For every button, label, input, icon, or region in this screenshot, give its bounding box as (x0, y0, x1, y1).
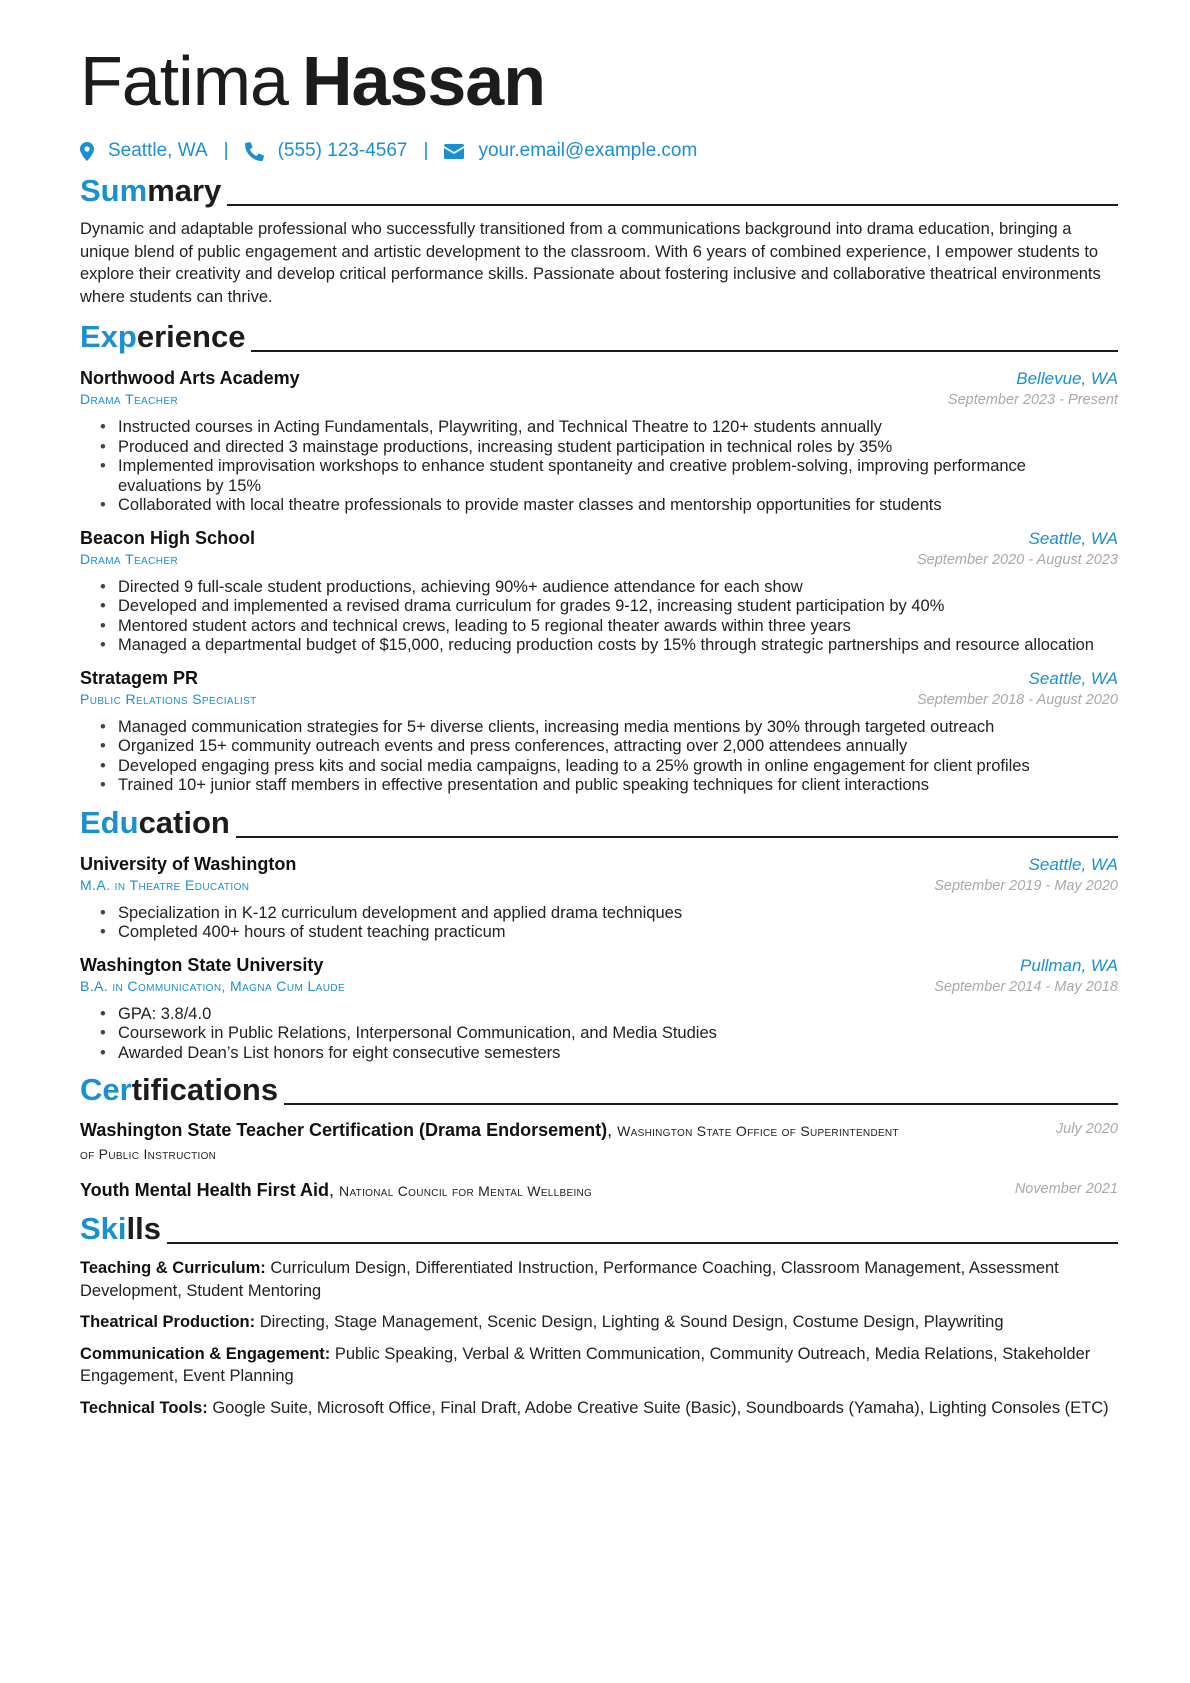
entry-location: Pullman, WA (1020, 955, 1118, 975)
phone-text: (555) 123-4567 (277, 140, 408, 161)
certification-issuer: National Council for Mental Wellbeing (339, 1183, 593, 1199)
date-range: September 2023 - Present (947, 392, 1118, 408)
bullet-item: • Mentored student actors and technical crews, leading to 5 regional theater awards within three years (100, 617, 1118, 637)
phone-icon (245, 142, 264, 161)
bullet-item: • Managed a departmental budget of $15,000, reducing production costs by 15% through strategic partnerships and resource allocation (100, 636, 1118, 656)
degree: B.A. in Communication, Magna Cum Laude (80, 977, 346, 994)
date-range: September 2019 - May 2020 (934, 877, 1118, 894)
education-entry (80, 854, 1118, 943)
education-heading-accent: Edu (80, 804, 139, 840)
contact-separator: | (423, 140, 429, 161)
summary-heading (80, 170, 1118, 210)
experience-entry (80, 528, 1118, 656)
section-rule (227, 204, 1118, 206)
first-name: Fatima (80, 42, 288, 120)
section-rule (284, 1103, 1118, 1105)
date-range: September 2020 - August 2023 (917, 551, 1118, 568)
experience-entry (80, 368, 1118, 516)
email-link[interactable]: your.email@example.com (478, 140, 698, 161)
skill-group (80, 1311, 1118, 1334)
certification-name: Youth Mental Health First Aid (80, 1180, 330, 1200)
skills-heading (80, 1208, 1118, 1248)
bullet-item: • GPA: 3.8/4.0 (100, 1005, 1118, 1025)
certification-issuer: Washington State Office of Superintendent of Public Instruction (80, 1123, 899, 1162)
employer-name: Beacon High School (80, 527, 256, 548)
skill-group (80, 1397, 1118, 1420)
contact-email[interactable] (444, 140, 697, 162)
bullet-item: • Specialization in K-12 curriculum development and applied drama techniques (100, 904, 1118, 924)
certification-date: July 2020 (1055, 1121, 1118, 1137)
employer-name: Stratagem PR (80, 667, 199, 688)
bullet-item: • Developed engaging press kits and social media campaigns, leading to a 25% growth in online engagement for client profiles (100, 757, 1118, 777)
job-title: Drama Teacher (80, 550, 179, 567)
summary-text: Dynamic and adaptable professional who successfully transitioned from a communications background into drama education, bringing a unique blend of public engagement and artistic development to the classroom. With 6 years of combined experience, I empower students to explore their creativity and develop critical performance skills. Passionate about fostering inclusive and collaborative theatrical environments where students can thrive. (80, 220, 1101, 306)
bullet-item: • Collaborated with local theatre professionals to provide master classes and mentorship opportunities for students (100, 496, 1118, 516)
skill-category: Teaching & Curriculum: (80, 1259, 266, 1277)
skill-list: Public Speaking, Verbal & Written Communication, Community Outreach, Media Relations, Stakeholder Engagement, Event Planning (80, 1344, 1091, 1385)
summary-heading-accent: Sum (80, 173, 148, 208)
experience-heading-rest: erience (136, 319, 246, 354)
certification-entry: Washington State Teacher Certification (Drama Endorsement), Washington State Office of Superintendent of Public Instruction July 2020 (80, 1120, 1118, 1162)
bullet-item: • Implemented improvisation workshops to enhance student spontaneity and creative problem-solving, improving performance evaluations by 15% (100, 457, 1118, 496)
employer-name: Northwood Arts Academy (80, 368, 300, 388)
contact-bar (80, 138, 1118, 164)
education-heading-rest: cation (138, 804, 230, 840)
skill-group (80, 1343, 1118, 1388)
bullet-list (80, 578, 1118, 656)
resume-page (80, 36, 1118, 1419)
certification-date: November 2021 (1014, 1181, 1118, 1197)
contact-location (80, 140, 208, 162)
summary-heading-rest: mary (147, 173, 222, 208)
certification-name: Washington State Teacher Certification (Drama Endorsement) (80, 1120, 608, 1140)
skill-list: Google Suite, Microsoft Office, Final Draft, Adobe Creative Suite (Basic), Soundboards (Yamaha), Lighting Consoles (ETC) (212, 1398, 1109, 1417)
skill-list: Curriculum Design, Differentiated Instruction, Performance Coaching, Classroom Management, Assessment Development, Student Mentoring (80, 1259, 1059, 1300)
bullet-item: • Developed and implemented a revised drama curriculum for grades 9-12, increasing student participation by 40% (100, 597, 1118, 617)
experience-heading-accent: Exp (80, 319, 137, 354)
contact-separator: | (223, 140, 229, 161)
entry-location: Seattle, WA (1028, 668, 1118, 688)
bullet-item: • Awarded Dean’s List honors for eight consecutive semesters (100, 1044, 1118, 1064)
bullet-list (80, 1005, 1118, 1064)
education-heading (80, 802, 1118, 842)
bullet-item: • Completed 400+ hours of student teaching practicum (100, 923, 1118, 943)
candidate-name (80, 36, 1118, 126)
location-text: Seattle, WA (108, 140, 208, 161)
date-range: September 2018 - August 2020 (917, 691, 1118, 708)
entry-location: Bellevue, WA (1016, 369, 1118, 388)
bullet-item: • Instructed courses in Acting Fundamentals, Playwriting, and Technical Theatre to 120+ students annually (100, 418, 1118, 438)
school-name: University of Washington (80, 853, 297, 874)
skill-list: Directing, Stage Management, Scenic Design, Lighting & Sound Design, Costume Design, Playwriting (259, 1313, 1004, 1331)
bullet-item: • Produced and directed 3 mainstage productions, increasing student participation in technical roles by 35% (100, 438, 1118, 458)
date-range: September 2014 - May 2018 (934, 978, 1118, 995)
bullet-item: • Coursework in Public Relations, Interpersonal Communication, and Media Studies (100, 1024, 1118, 1044)
degree: M.A. in Theatre Education (80, 876, 250, 893)
skill-category: Technical Tools: (80, 1398, 208, 1417)
bullet-list (80, 418, 1118, 516)
bullet-list (80, 904, 1118, 943)
skill-category: Theatrical Production: (80, 1313, 256, 1331)
section-rule (236, 836, 1118, 838)
skill-group (80, 1257, 1118, 1302)
certifications-heading-accent: Cer (80, 1072, 132, 1107)
map-pin-icon (80, 142, 94, 161)
bullet-item: • Trained 10+ junior staff members in effective presentation and public speaking techniques for client interactions (100, 776, 1118, 796)
skills-heading-accent: Ski (80, 1211, 127, 1246)
job-title: Public Relations Specialist (80, 690, 257, 707)
section-rule (167, 1242, 1118, 1244)
bullet-item: • Managed communication strategies for 5+ diverse clients, increasing media mentions by 30% through targeted outreach (100, 718, 1118, 738)
bullet-list (80, 718, 1118, 796)
section-rule (251, 350, 1118, 352)
certifications-heading-rest: tifications (131, 1072, 279, 1107)
education-entry (80, 955, 1118, 1064)
envelope-icon (444, 144, 464, 159)
skill-category: Communication & Engagement: (80, 1344, 331, 1363)
certification-entry: Youth Mental Health First Aid, National Council for Mental Wellbeing November 2021 (80, 1180, 1118, 1200)
bullet-item: • Directed 9 full-scale student productions, achieving 90%+ audience attendance for each show (100, 578, 1118, 598)
contact-phone[interactable] (245, 140, 408, 162)
experience-entry (80, 668, 1118, 796)
school-name: Washington State University (80, 954, 324, 975)
entry-location: Seattle, WA (1028, 854, 1118, 874)
last-name: Hassan (301, 42, 545, 120)
job-title: Drama Teacher (80, 391, 179, 407)
certifications-heading (80, 1069, 1118, 1109)
experience-heading (80, 316, 1118, 356)
bullet-item: • Organized 15+ community outreach events and press conferences, attracting over 2,000 attendees annually (100, 737, 1118, 757)
skills-heading-rest: lls (126, 1211, 161, 1246)
entry-location: Seattle, WA (1028, 528, 1118, 548)
